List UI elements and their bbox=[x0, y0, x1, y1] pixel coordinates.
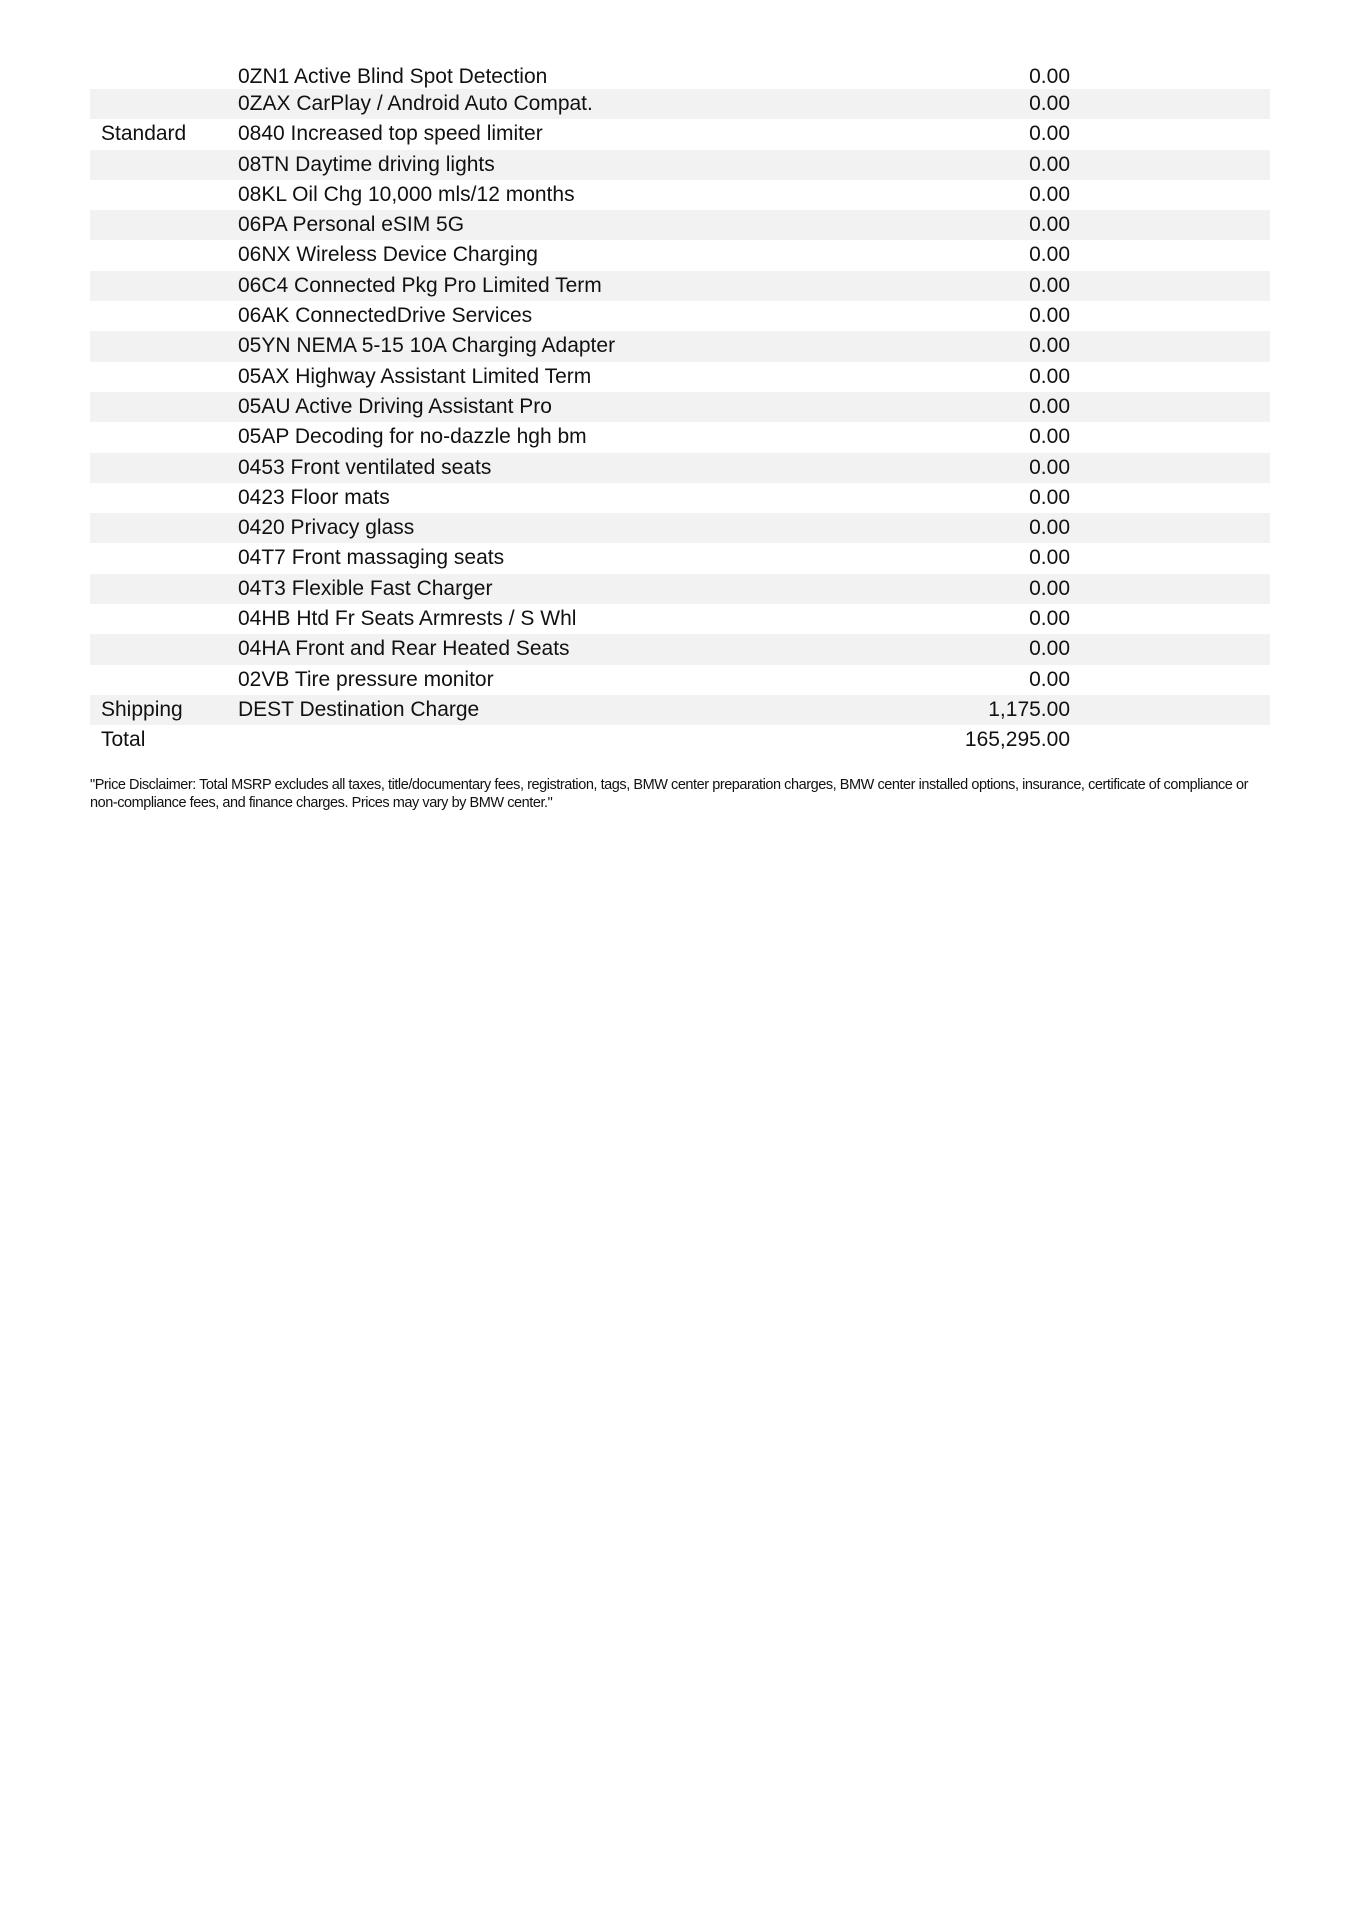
table-row bbox=[90, 362, 1270, 392]
row-price: 0.00 bbox=[1029, 273, 1070, 297]
row-price: 0.00 bbox=[1029, 576, 1070, 600]
row-price: 0.00 bbox=[1029, 364, 1070, 388]
row-description: 0ZAX CarPlay / Android Auto Compat. bbox=[238, 92, 593, 115]
row-price: 0.00 bbox=[1029, 304, 1070, 328]
row-price: 0.00 bbox=[1029, 425, 1070, 449]
row-price: 0.00 bbox=[1029, 334, 1070, 358]
table-row bbox=[90, 483, 1270, 513]
table-row bbox=[90, 604, 1270, 634]
total-label: Total bbox=[101, 728, 146, 752]
table-row bbox=[90, 150, 1270, 180]
row-category: Standard bbox=[101, 122, 187, 146]
table-row bbox=[90, 65, 1270, 89]
table-row bbox=[90, 453, 1270, 483]
price-disclaimer: "Price Disclaimer: Total MSRP excludes all taxes, title/documentary fees, registration, tags, BMW center preparation charges, BMW center installed options, insurance, certificate of compliance or non-compliance fees, and finance charges. Prices may vary by BMW center." bbox=[90, 777, 1248, 811]
table-row bbox=[90, 634, 1270, 664]
row-price: 0.00 bbox=[1029, 455, 1070, 479]
table-row bbox=[90, 271, 1270, 301]
total-price: 165,295.00 bbox=[964, 728, 1070, 752]
table-row bbox=[90, 119, 1270, 149]
row-description: 06NX Wireless Device Charging bbox=[238, 243, 538, 267]
table-row bbox=[90, 513, 1270, 543]
row-price: 0.00 bbox=[1029, 667, 1070, 691]
row-description: 06C4 Connected Pkg Pro Limited Term bbox=[238, 273, 602, 297]
table-row bbox=[90, 89, 1270, 119]
row-price: 1,175.00 bbox=[988, 697, 1070, 721]
row-price: 0.00 bbox=[1029, 243, 1070, 267]
row-price: 0.00 bbox=[1029, 637, 1070, 661]
row-description: 05AX Highway Assistant Limited Term bbox=[238, 364, 592, 388]
row-description: 08KL Oil Chg 10,000 mls/12 months bbox=[238, 182, 575, 206]
total-row bbox=[90, 725, 1270, 755]
row-price: 0.00 bbox=[1029, 607, 1070, 631]
row-price: 0.00 bbox=[1029, 213, 1070, 237]
table-row bbox=[90, 665, 1270, 695]
row-price: 0.00 bbox=[1029, 394, 1070, 418]
table-row bbox=[90, 240, 1270, 270]
table-row bbox=[90, 301, 1270, 331]
table-row bbox=[90, 543, 1270, 573]
table-row bbox=[90, 422, 1270, 452]
row-description: 0420 Privacy glass bbox=[238, 516, 415, 540]
row-description: 0453 Front ventilated seats bbox=[238, 455, 492, 479]
row-description: 04T7 Front massaging seats bbox=[238, 546, 505, 570]
row-category: Shipping bbox=[101, 697, 183, 721]
row-description: 0ZN1 Active Blind Spot Detection bbox=[238, 65, 548, 88]
row-price: 0.00 bbox=[1029, 65, 1070, 88]
row-description: 04HB Htd Fr Seats Armrests / S Whl bbox=[238, 607, 577, 631]
row-description: 05AU Active Driving Assistant Pro bbox=[238, 394, 552, 418]
table-row bbox=[90, 574, 1270, 604]
row-price: 0.00 bbox=[1029, 485, 1070, 509]
price-sheet-table bbox=[90, 65, 1270, 756]
row-description: 06AK ConnectedDrive Services bbox=[238, 304, 533, 328]
row-description: 0423 Floor mats bbox=[238, 485, 390, 509]
table-row bbox=[90, 331, 1270, 361]
row-description: 05AP Decoding for no-dazzle hgh bm bbox=[238, 425, 587, 449]
row-price: 0.00 bbox=[1029, 92, 1070, 115]
row-price: 0.00 bbox=[1029, 152, 1070, 176]
row-description: DEST Destination Charge bbox=[238, 697, 480, 721]
shipping-row bbox=[90, 695, 1270, 725]
row-price: 0.00 bbox=[1029, 546, 1070, 570]
row-description: 0840 Increased top speed limiter bbox=[238, 122, 543, 146]
table-row bbox=[90, 180, 1270, 210]
row-price: 0.00 bbox=[1029, 516, 1070, 540]
row-description: 02VB Tire pressure monitor bbox=[238, 667, 494, 691]
row-description: 06PA Personal eSIM 5G bbox=[238, 213, 465, 237]
row-price: 0.00 bbox=[1029, 182, 1070, 206]
row-description: 05YN NEMA 5-15 10A Charging Adapter bbox=[238, 334, 616, 358]
row-description: 04HA Front and Rear Heated Seats bbox=[238, 637, 570, 661]
row-price: 0.00 bbox=[1029, 122, 1070, 146]
row-description: 08TN Daytime driving lights bbox=[238, 152, 495, 176]
row-description: 04T3 Flexible Fast Charger bbox=[238, 576, 493, 600]
table-row bbox=[90, 392, 1270, 422]
table-row bbox=[90, 210, 1270, 240]
